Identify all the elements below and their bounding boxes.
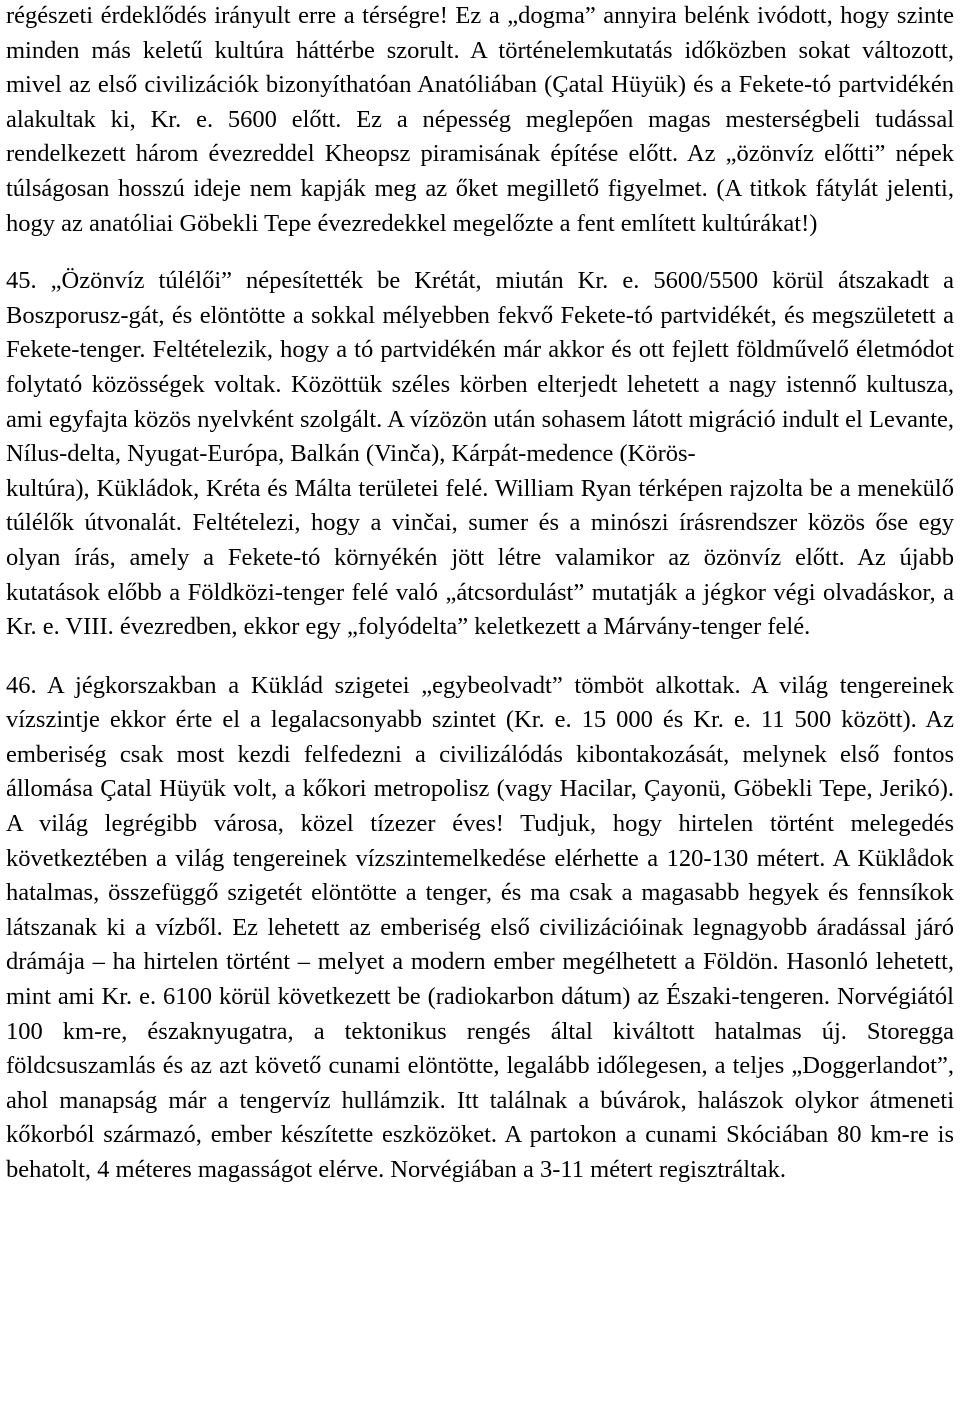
paragraph-intro: régészeti érdeklődés irányult erre a térségre! Ez a „dogma” annyira belénk ivódott, hogy szinte minden más keletű kultúra háttérbe szorult. A történelemkutatás időközben sokat változott, mivel az első civilizációk bizonyíthatóan Anatóliában (Çatal Hüyük) és a Fekete-tó partvidékén alakultak ki, Kr. e. 5600 előtt. Ez a népesség meglepően magas mesterségbeli tudással rendelkezett három évezreddel Kheopsz piramisának építése előtt. Az „özönvíz előtti” népek túlságosan hosszú ideje nem kapják meg az őket megillető figyelmet. (A titkok fátylát jelenti, hogy az anatóliai Göbekli Tepe évezredekkel megelőzte a fent említett kultúrákat!) bbox=[6, 2, 954, 237]
paragraph-46: 46. A jégkorszakban a Küklád szigetei „egybeolvadt” tömböt alkottak. A világ tengereinek vízszintje ekkor érte el a legalacsonyabb szintet (Kr. e. 15 000 és Kr. e. 11 500 között). Az emberiség csak most kezdi felfedezni a civilizálódás kibontakozását, melynek első fontos állomása Çatal Hüyük volt, a kőkori metropolisz (vagy Hacilar, Çayonü, Göbekli Tepe, Jerikó). A világ legrégibb városa, közel tízezer éves! Tudjuk, hogy hirtelen történt melegedés következtében a világ tengereinek vízszintemelkedése elérhette a 120-130 métert. A Küklådok hatalmas, összefüggő szigetét elöntötte a tenger, és ma csak a magasabb hegyek és fennsíkok látszanak ki a vízből. Ez lehetett az emberiség első civilizációinak legnagyobb áradással járó drámája – ha hirtelen történt – melyet a modern ember megélhetett a Földön. Hasonló lehetett, mint ami Kr. e. 6100 körül következett be (radiokarbon dátum) az Északi-tengeren. Norvégiától 100 km-re, északnyugatra, a tektonikus rengés által kiváltott hatalmas új. Storegga földcsuszamlás és az azt követő cunami elöntötte, legalább időlegesen, a teljes „Doggerlandot”, ahol manapság már a tengervíz hullámzik. Itt találnak a búvárok, halászok olykor átmeneti kőkorból származó, ember készítette eszközöket. A partokon a cunami Skóciában 80 km-re is behatolt, 4 méteres magasságot elérve. Norvégiában a 3-11 métert regisztráltak. bbox=[6, 671, 954, 1183]
paragraph-45: 45. „Özönvíz túlélői” népesítették be Krétát, miután Kr. e. 5600/5500 körül átszakadt a Boszporusz-gát, és elöntötte a sokkal mélyebben fekvő Fekete-tó partvidékét, és megszületett a Fekete-tenger. Feltételezik, hogy a tó partvidékén már akkor és ott fejlett földművelő életmódot folytató közösségek voltak. Közöttük széles körben elterjedt lehetett a nagy istennő kultusza, ami egyfajta közös nyelvként szolgált. A vízözön után sohasem látott migráció indult el Levante, Nílus-delta, Nyugat-Európa, Balkán (Vinča), Kárpát-medence (Körös- kultúra), Kükládok, Kréta és Málta területei felé. William Ryan térképen rajzolta be a menekülő túlélők útvonalát. Feltételezi, hogy a vinčai, sumer és a minószi írásrendszer közös őse egy olyan írás, amely a Fekete-tó környékén jött létre valamikor az özönvíz előtt. Az újabb kutatások előbb a Földközi-tenger felé való „átcsordulást” mutatják a jégkor végi olvadáskor, a Kr. e. VIII. évezredben, ekkor egy „folyódelta” keletkezett a Márvány-tenger felé. bbox=[6, 267, 954, 641]
document-page bbox=[6, 0, 954, 1188]
